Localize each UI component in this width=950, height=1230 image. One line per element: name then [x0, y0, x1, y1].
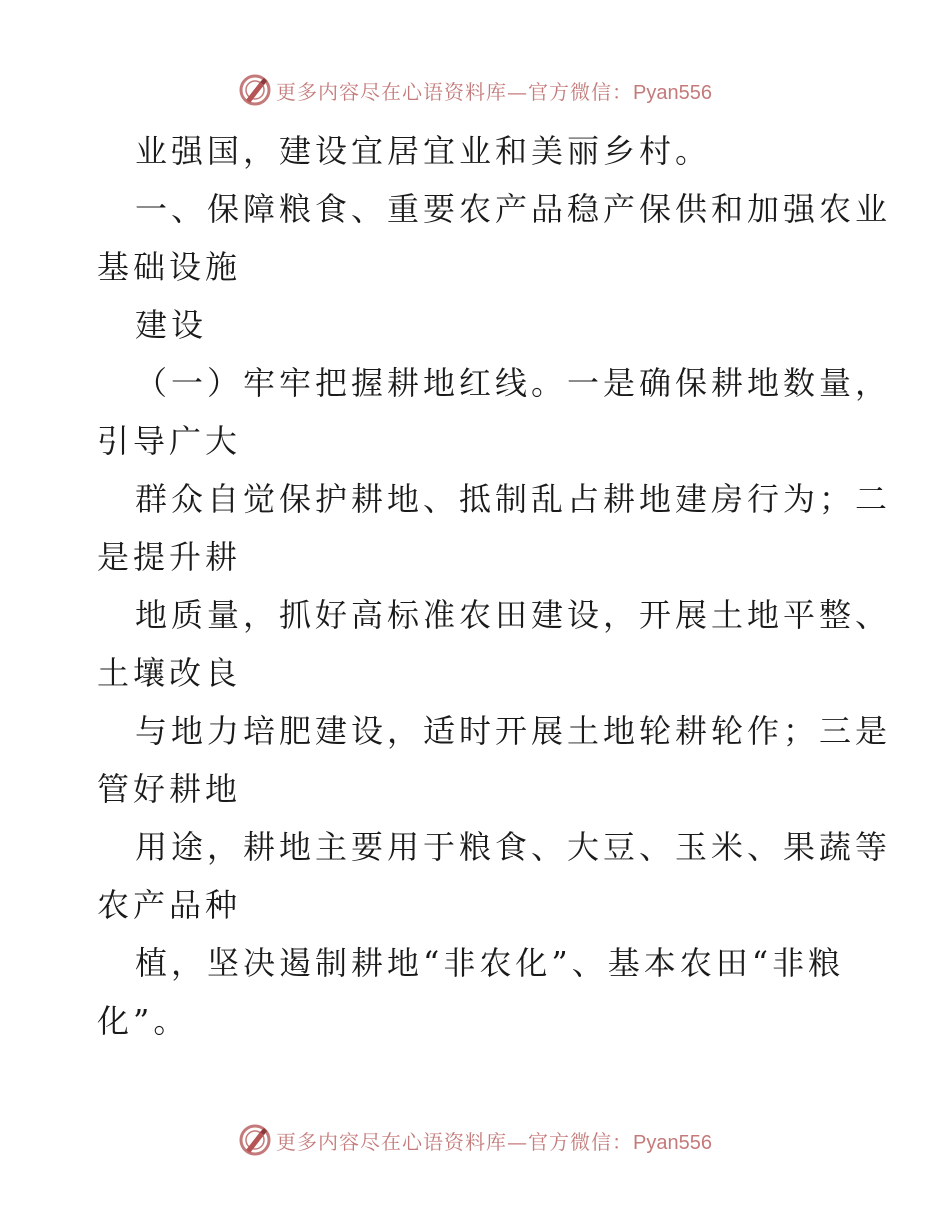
text-line: 植，坚决遏制耕地“非农化”、基本农田“非粮: [135, 944, 845, 982]
text-line: 群众自觉保护耕地、抵制乱占耕地建房行为；二: [135, 480, 892, 518]
watermark-text: 更多内容尽在心语资料库—官方微信：Pyan556: [276, 79, 712, 104]
pen-logo-icon: [238, 1123, 272, 1157]
text-line: 地质量，抓好高标准农田建设，开展土地平整、: [135, 596, 892, 634]
text-line: 引导广大: [97, 422, 242, 460]
text-line: 是提升耕: [97, 538, 242, 576]
text-line: 管好耕地: [97, 770, 242, 808]
header-watermark: [0, 70, 950, 110]
text-line: 与地力培肥建设，适时开展土地轮耕轮作；三是: [135, 712, 892, 750]
document-body: [97, 122, 892, 1050]
text-line: 用途，耕地主要用于粮食、大豆、玉米、果蔬等: [135, 828, 892, 866]
text-line: 化”。: [97, 1002, 190, 1040]
text-line: 土壤改良: [97, 654, 242, 692]
watermark-text: 更多内容尽在心语资料库—官方微信：Pyan556: [276, 1129, 712, 1154]
text-line: 基础设施: [97, 248, 242, 286]
text-line: 农产品种: [97, 886, 242, 924]
pen-logo-icon: [238, 73, 272, 107]
footer-watermark: [0, 1120, 950, 1160]
text-line: （一）牢牢把握耕地红线。一是确保耕地数量，: [135, 364, 892, 402]
text-line: 一、保障粮食、重要农产品稳产保供和加强农业: [135, 190, 892, 228]
text-line: 业强国，建设宜居宜业和美丽乡村。: [135, 132, 712, 170]
text-line: 建设: [135, 306, 208, 344]
